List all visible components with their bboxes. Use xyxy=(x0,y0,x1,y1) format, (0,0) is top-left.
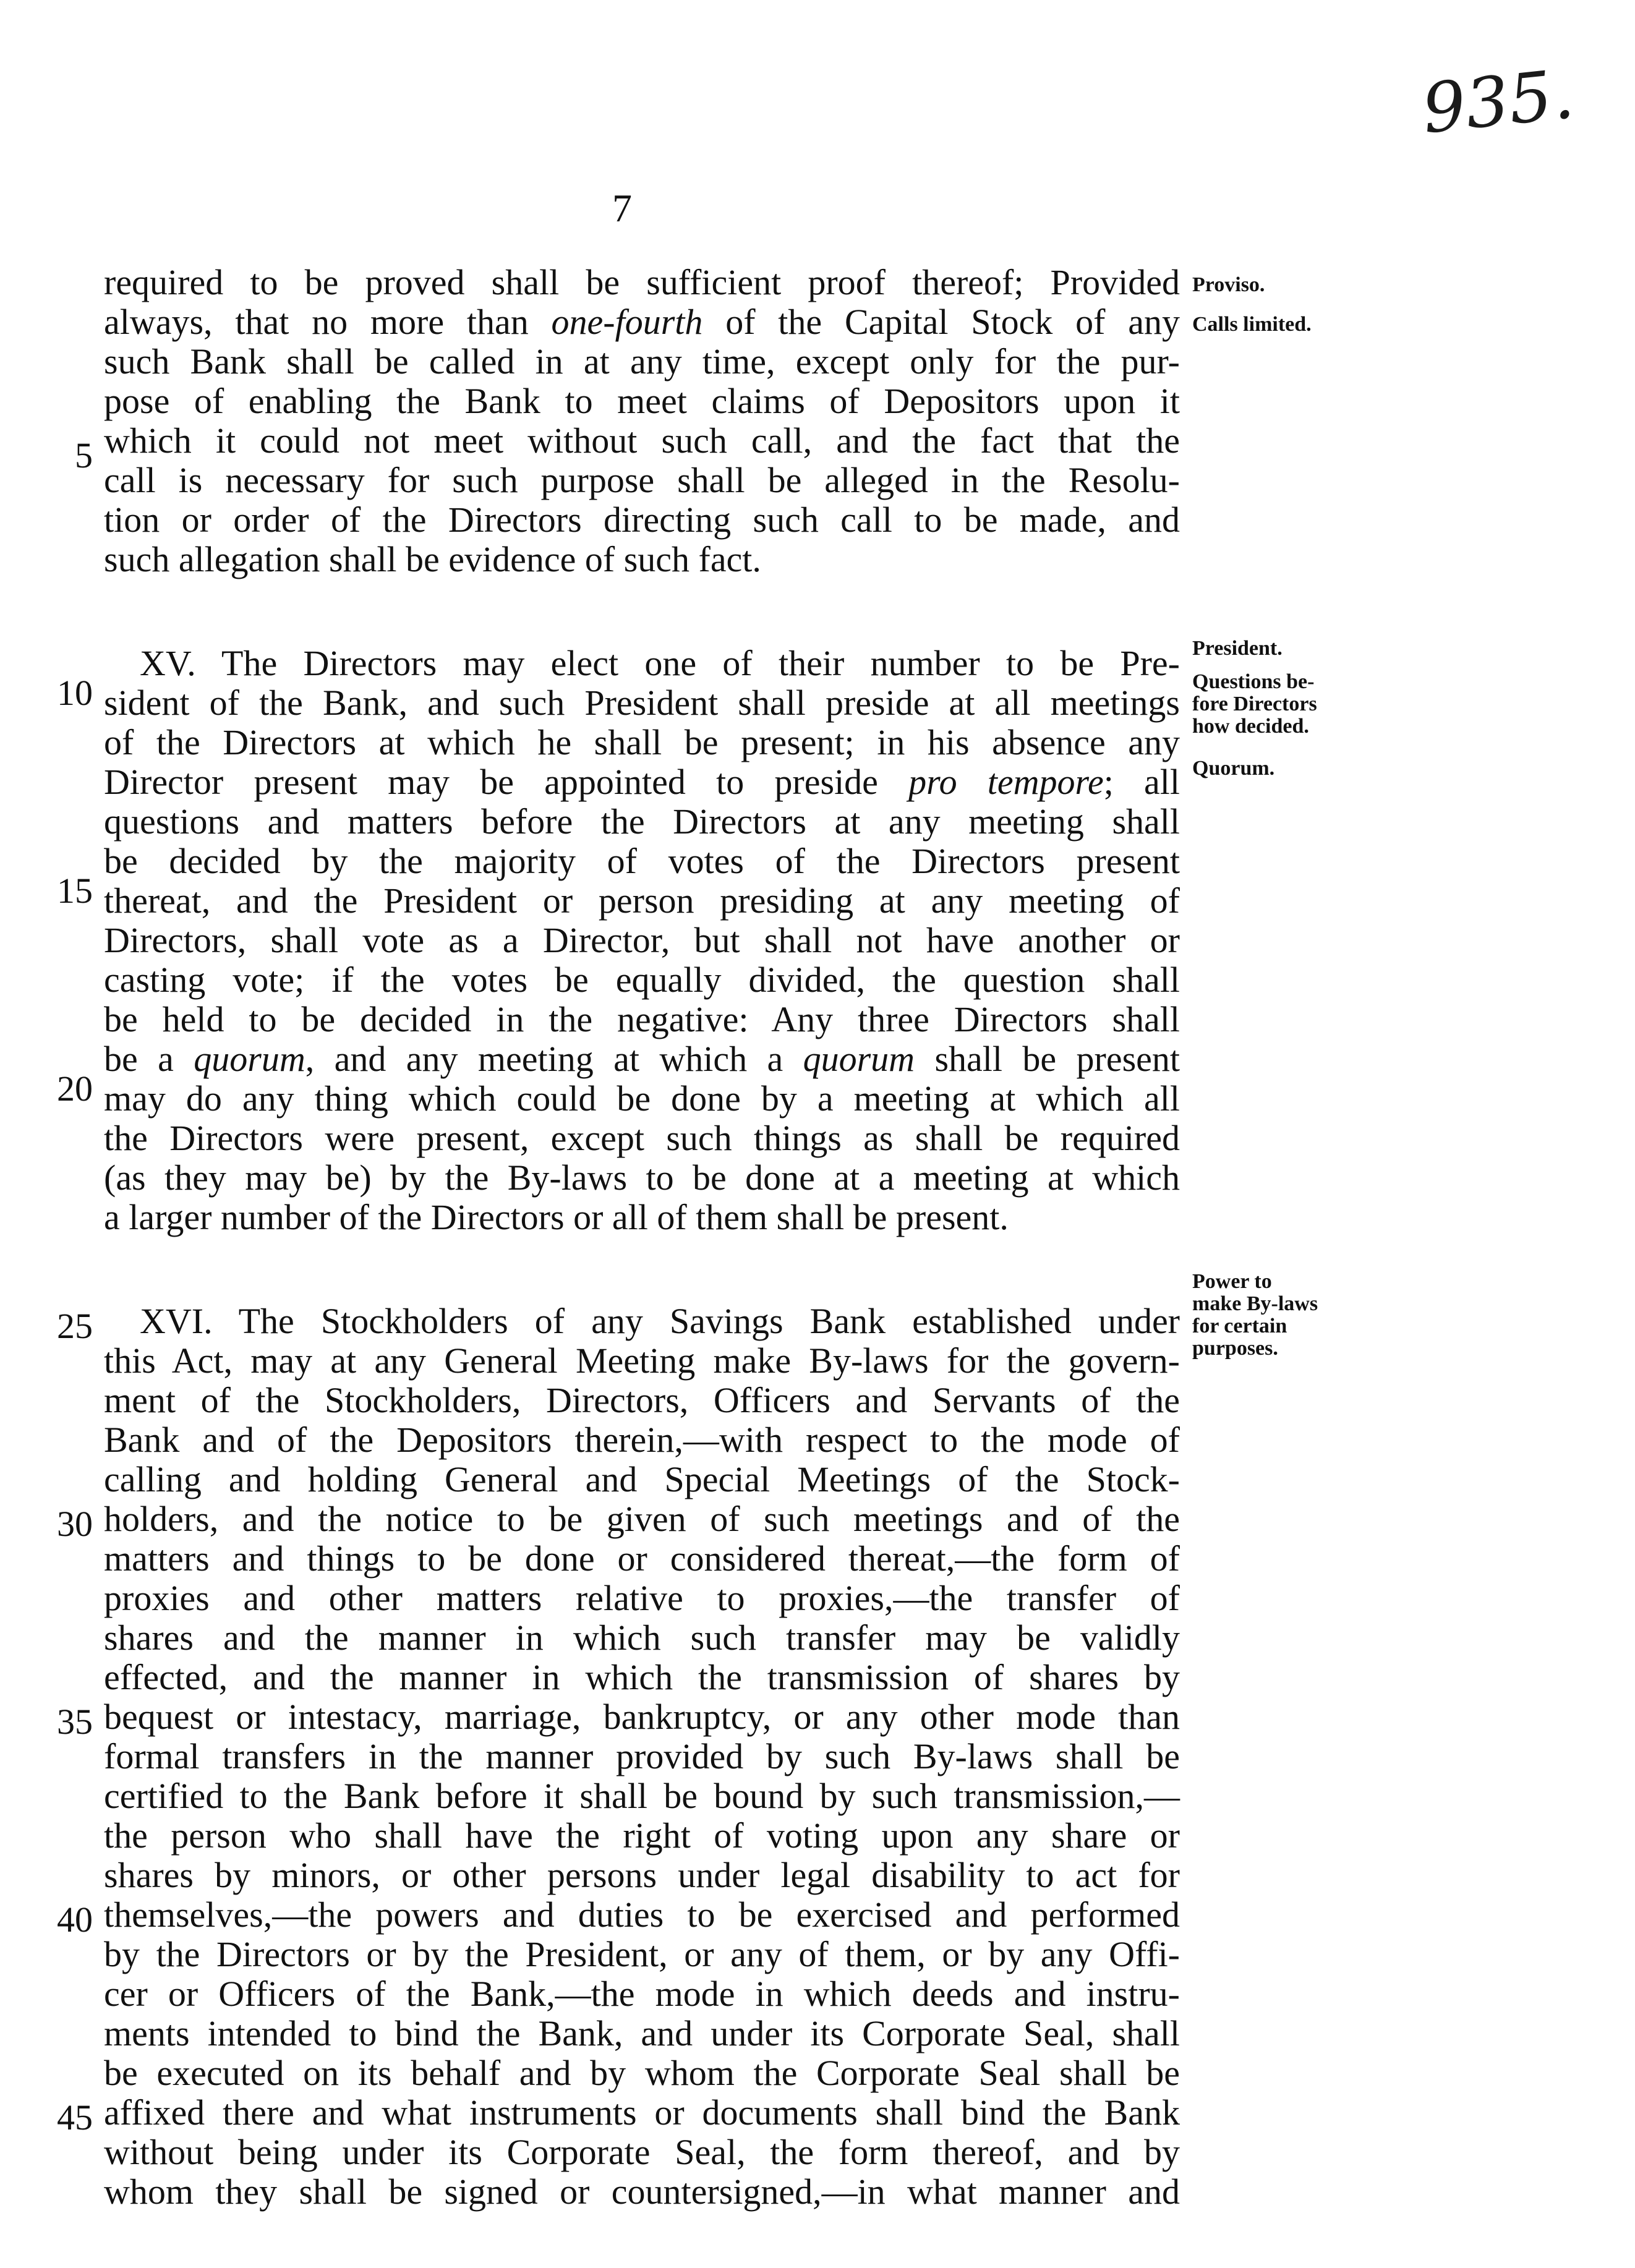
text-line: be a quorum, and any meeting at which a quorum shall be present xyxy=(104,1039,1180,1079)
margin-note-questions: Questions be- fore Directors how decided. xyxy=(1192,670,1317,738)
margin-note-calls-limited: Calls limited. xyxy=(1192,313,1312,336)
body-text xyxy=(104,263,1180,2212)
text-line: the person who shall have the right of voting upon any share or xyxy=(104,1815,1180,1856)
text-line: whom they shall be signed or countersigned,—in what manner and xyxy=(104,2172,1180,2212)
text-line: always, that no more than one-fourth of the Capital Stock of any xyxy=(104,302,1180,342)
text-line: by the Directors or by the President, or any of them, or by any Offi- xyxy=(104,1934,1180,1974)
line-number: 30 xyxy=(57,1504,93,1544)
page-number: 7 xyxy=(612,186,632,230)
line-number: 25 xyxy=(57,1306,93,1346)
text-line: calling and holding General and Special Meetings of the Stock- xyxy=(104,1459,1180,1499)
text-line: proxies and other matters relative to proxies,—the transfer of xyxy=(104,1578,1180,1618)
line-number: 20 xyxy=(57,1068,93,1109)
text-line: Director present may be appointed to preside pro tempore; all xyxy=(104,762,1180,802)
margin-note-president: President. xyxy=(1192,637,1283,660)
text-line: tion or order of the Directors directing such call to be made, and xyxy=(104,500,1180,540)
text-line: the Directors were present, except such things as shall be required xyxy=(104,1118,1180,1158)
text-line: required to be proved shall be sufficient proof thereof; Provided xyxy=(104,262,1180,302)
folio-number: 935. xyxy=(1418,54,1577,149)
text-line: themselves,—the powers and duties to be exercised and performed xyxy=(104,1895,1180,1935)
text-line: may do any thing which could be done by a meeting at which all xyxy=(104,1078,1180,1119)
text-line: effected, and the manner in which the transmission of shares by xyxy=(104,1657,1180,1697)
text-line: matters and things to be done or considered thereat,—the form of xyxy=(104,1538,1180,1579)
text-line: be decided by the majority of votes of the Directors present xyxy=(104,841,1180,881)
text-line: be executed on its behalf and by whom the Corporate Seal shall be xyxy=(104,2053,1180,2093)
text-line: questions and matters before the Directors at any meeting shall xyxy=(104,801,1180,842)
text-line: which it could not meet without such call, and the fact that the xyxy=(104,420,1180,461)
text-line: this Act, may at any General Meeting make By-laws for the govern- xyxy=(104,1341,1180,1381)
margin-note-quorum: Quorum. xyxy=(1192,757,1275,780)
text-line: certified to the Bank before it shall be bound by such transmission,— xyxy=(104,1776,1180,1816)
text-line: XVI. The Stockholders of any Savings Bank established under xyxy=(140,1301,1180,1341)
paragraph-section-xv xyxy=(104,644,1180,1237)
text-line: Bank and of the Depositors therein,—with respect to the mode of xyxy=(104,1420,1180,1460)
line-number: 35 xyxy=(57,1702,93,1742)
text-line: casting vote; if the votes be equally divided, the question shall xyxy=(104,960,1180,1000)
text-line: of the Directors at which he shall be present; in his absence any xyxy=(104,722,1180,762)
text-line: be held to be decided in the negative: Any three Directors shall xyxy=(104,999,1180,1039)
text-line: sident of the Bank, and such President shall preside at all meetings xyxy=(104,683,1180,723)
line-number: 5 xyxy=(75,435,93,475)
text-line: holders, and the notice to be given of such meetings and of the xyxy=(104,1499,1180,1539)
paragraph-section-xvi xyxy=(104,1302,1180,2212)
text-line: cer or Officers of the Bank,—the mode in which deeds and instru- xyxy=(104,1974,1180,2014)
text-line: a larger number of the Directors or all of them shall be present. xyxy=(104,1197,1009,1237)
text-line: (as they may be) by the By-laws to be done at a meeting at which xyxy=(104,1157,1180,1198)
line-number: 40 xyxy=(57,1899,93,1940)
text-line: such Bank shall be called in at any time, except only for the pur- xyxy=(104,341,1180,382)
line-number: 10 xyxy=(57,673,93,713)
text-line: such allegation shall be evidence of such fact. xyxy=(104,539,761,579)
text-line: without being under its Corporate Seal, the form thereof, and by xyxy=(104,2132,1180,2172)
text-line: thereat, and the President or person presiding at any meeting of xyxy=(104,880,1180,921)
text-line: affixed there and what instruments or documents shall bind the Bank xyxy=(104,2092,1180,2133)
text-line: formal transfers in the manner provided by such By-laws shall be xyxy=(104,1736,1180,1776)
text-line: ment of the Stockholders, Directors, Officers and Servants of the xyxy=(104,1380,1180,1420)
line-number: 45 xyxy=(57,2097,93,2138)
margin-note-proviso: Proviso. xyxy=(1192,273,1265,296)
line-number: 15 xyxy=(57,871,93,911)
text-line: pose of enabling the Bank to meet claims of Depositors upon it xyxy=(104,381,1180,421)
text-line: call is necessary for such purpose shall be alleged in the Resolu- xyxy=(104,460,1180,500)
text-line: shares by minors, or other persons under legal disability to act for xyxy=(104,1855,1180,1895)
margin-note-power-by-laws: Power to make By-laws for certain purposes. xyxy=(1192,1270,1318,1360)
text-line: ments intended to bind the Bank, and under its Corporate Seal, shall xyxy=(104,2013,1180,2053)
text-line: XV. The Directors may elect one of their number to be Pre- xyxy=(140,643,1180,683)
text-line: bequest or intestacy, marriage, bankruptcy, or any other mode than xyxy=(104,1697,1180,1737)
paragraph-proviso xyxy=(104,263,1180,579)
text-line: shares and the manner in which such transfer may be validly xyxy=(104,1618,1180,1658)
text-line: Directors, shall vote as a Director, but shall not have another or xyxy=(104,920,1180,960)
